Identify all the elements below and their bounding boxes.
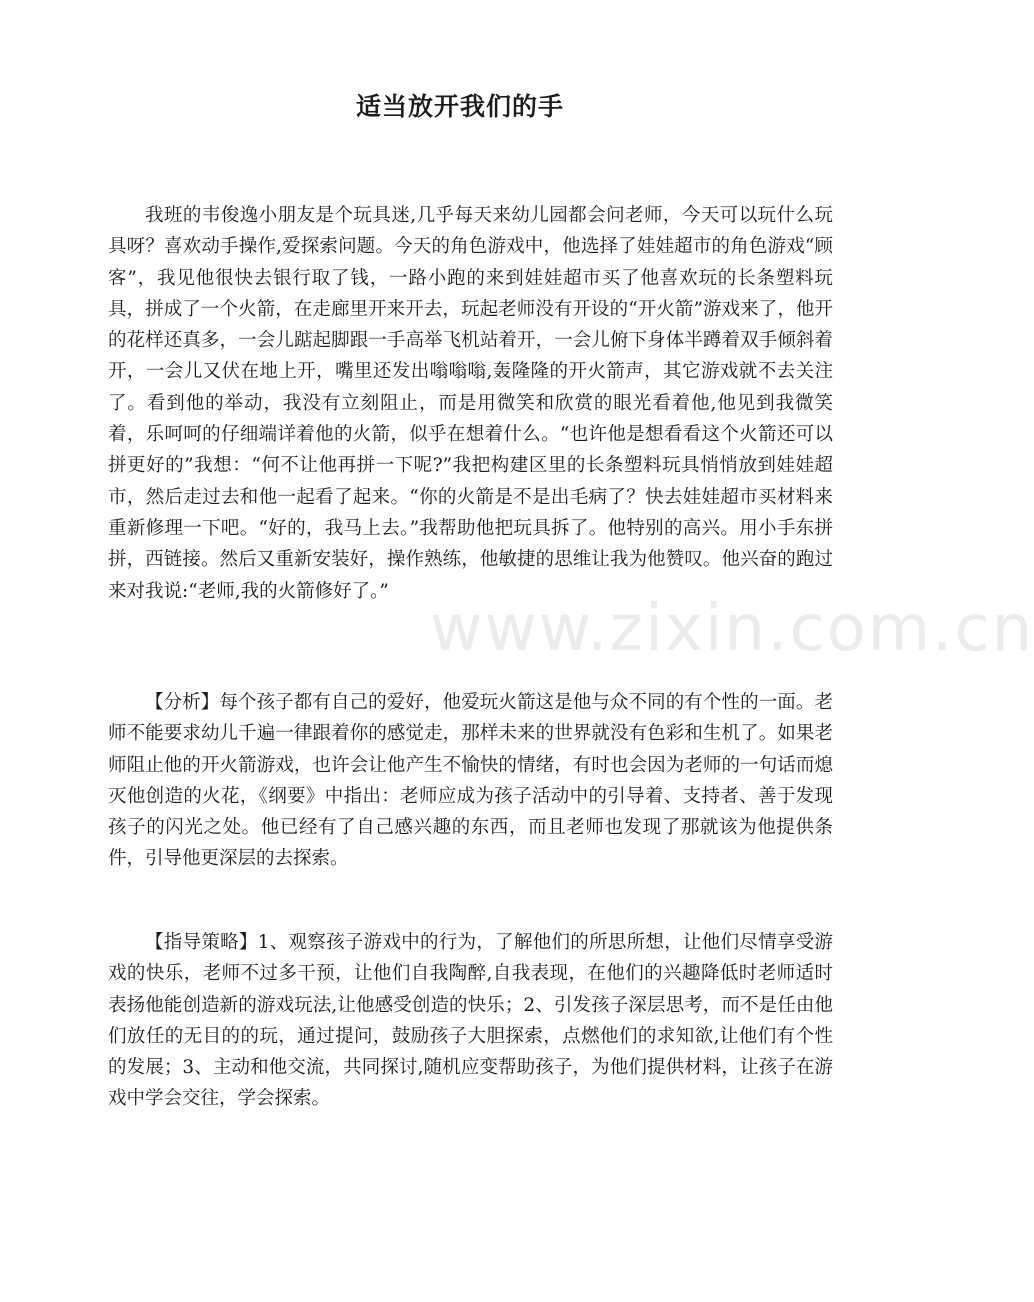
document-title: 适当放开我们的手: [355, 92, 564, 121]
analysis-paragraph: 【分析】每个孩子都有自己的爱好，他爱玩火箭这是他与众不同的有个性的一面。老师不能要求幼儿千遍一律跟着你的感觉走，那样未来的世界就没有色彩和生机了。如果老师阻止他的开火箭游戏，也许会让他产生不愉快的情绪，有时也会因为老师的一句话而熄灭他创造的火花，《纲要》中指出：老师应成为孩子活动中的引导着、支持者、善于发现孩子的闪光之处。他已经有了自己感兴趣的东西，而且老师也发现了那就该为他提供条件，引导他更深层的去探索。: [108, 692, 833, 870]
strategy-paragraph: 【指导策略】1、观察孩子游戏中的行为，了解他们的所思所想，让他们尽情享受游戏的快乐，老师不过多干预，让他们自我陶醉,自我表现，在他们的兴趣降低时老师适时表扬他能创造新的游戏玩法,让他感受创造的快乐；2、引发孩子深层思考，而不是任由他们放任的无目的的玩，通过提问，鼓励孩子大胆探索，点燃他们的求知欲,让他们有个性的发展；3、主动和他交流，共同探讨,随机应变帮助孩子，为他们提供材料，让孩子在游戏中学会交往，学会探索。: [108, 932, 833, 1110]
watermark: www.zixin.com.cn: [430, 592, 1034, 666]
story-paragraph: 我班的韦俊逸小朋友是个玩具迷,几乎每天来幼儿园都会问老师，今天可以玩什么玩具呀？喜欢动手操作,爱探索问题。今天的角色游戏中，他选择了娃娃超市的角色游戏“顾客”，我见他很快去银行取了钱，一路小跑的来到娃娃超市买了他喜欢玩的长条塑料玩具，拼成了一个火箭，在走廊里开来开去，玩起老师没有开设的“开火箭”游戏来了，他开的花样还真多，一会儿踮起脚跟一手高举飞机站着开，一会儿俯下身体半蹲着双手倾斜着开，一会儿又伏在地上开，嘴里还发出嗡嗡嗡,轰隆隆的开火箭声，其它游戏就不去关注了。看到他的举动，我没有立刻阻止，而是用微笑和欣赏的眼光看着他,他见到我微笑着，乐呵呵的仔细端详着他的火箭，似乎在想着什么。“也许他是想看看这个火箭还可以拼更好的”我想：“何不让他再拼一下呢?”我把构建区里的长条塑料玩具悄悄放到娃娃超市，然后走过去和他一起看了起来。“你的火箭是不是出毛病了？快去娃娃超市买材料来重新修理一下吧。“好的，我马上去。”我帮助他把玩具拆了。他特别的高兴。用小手东拼拼，西链接。然后又重新安装好，操作熟练，他敏捷的思维让我为他赞叹。他兴奋的跑过来对我说:“老师,我的火箭修好了。”: [108, 205, 833, 602]
